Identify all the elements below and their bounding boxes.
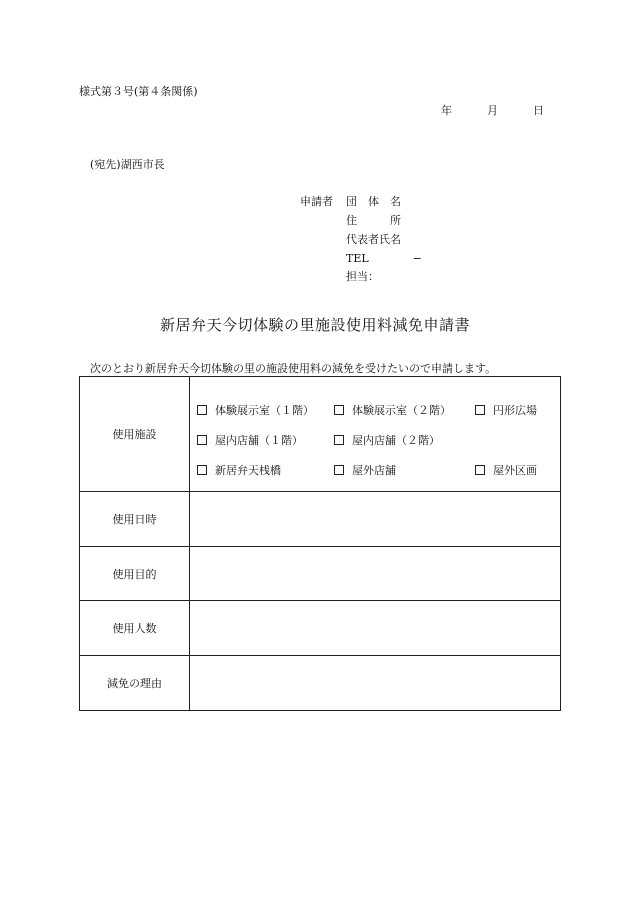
checkbox[interactable] [475, 465, 485, 475]
applicant-tel-label: TEL − [346, 252, 422, 265]
facility-option-label: 屋内店舗（２階） [352, 434, 440, 447]
facility-option[interactable] [334, 432, 440, 448]
facility-option-label: 屋外区画 [493, 464, 537, 477]
document-title: 新居弁天今切体験の里施設使用料減免申請書 [159, 316, 470, 334]
facility-option-label: 屋外店舗 [352, 464, 396, 477]
facility-option[interactable] [197, 432, 303, 448]
checkbox[interactable] [197, 405, 207, 415]
checkbox[interactable] [334, 465, 344, 475]
table-row [80, 601, 561, 656]
usage-purpose-field[interactable] [190, 547, 561, 601]
table-row [80, 492, 561, 547]
intro-text: 次のとおり新居弁天今切体験の里の施設使用料の減免を受けたいので申請します。 [90, 362, 497, 375]
usage-purpose-label: 使用目的 [80, 547, 190, 601]
applicant-contact-label: 担当： [346, 270, 379, 283]
reduction-reason-field[interactable] [190, 656, 561, 711]
checkbox[interactable] [197, 465, 207, 475]
applicant-label: 申請者 [300, 195, 333, 208]
usage-datetime-field[interactable] [190, 492, 561, 547]
checkbox[interactable] [334, 405, 344, 415]
usage-people-field[interactable] [190, 601, 561, 656]
facility-option[interactable] [334, 462, 396, 478]
facility-option-label: 体験展示室（１階） [215, 404, 314, 417]
checkbox[interactable] [475, 405, 485, 415]
facility-option[interactable] [475, 402, 537, 418]
usage-datetime-label: 使用日時 [80, 492, 190, 547]
facility-option-label: 体験展示室（２階） [352, 404, 451, 417]
table-row [80, 547, 561, 601]
facility-option[interactable] [475, 462, 537, 478]
applicant-address-label: 住 所 [346, 214, 401, 227]
checkbox[interactable] [197, 435, 207, 445]
facility-option-label: 新居弁天桟橋 [215, 464, 281, 477]
reduction-reason-label: 減免の理由 [80, 656, 190, 711]
facility-option-label: 円形広場 [493, 404, 537, 417]
facility-label: 使用施設 [80, 377, 190, 492]
form-number: 様式第３号(第４条関係) [79, 85, 198, 98]
date-line [441, 102, 544, 118]
checkbox[interactable] [334, 435, 344, 445]
date-month: 月 [487, 104, 498, 117]
facility-option[interactable] [334, 402, 451, 418]
application-table [79, 376, 561, 711]
table-row [80, 656, 561, 711]
date-day: 日 [533, 104, 544, 117]
facility-option[interactable] [197, 402, 314, 418]
applicant-organization-label: 団 体 名 [346, 195, 401, 208]
addressee: (宛先)湖西市長 [90, 158, 165, 171]
facility-option[interactable] [197, 462, 281, 478]
usage-people-label: 使用人数 [80, 601, 190, 656]
facility-option-label: 屋内店舗（１階） [215, 434, 303, 447]
applicant-representative-label: 代表者氏名 [346, 233, 401, 246]
facility-options-cell [190, 377, 561, 492]
date-year: 年 [441, 104, 452, 117]
